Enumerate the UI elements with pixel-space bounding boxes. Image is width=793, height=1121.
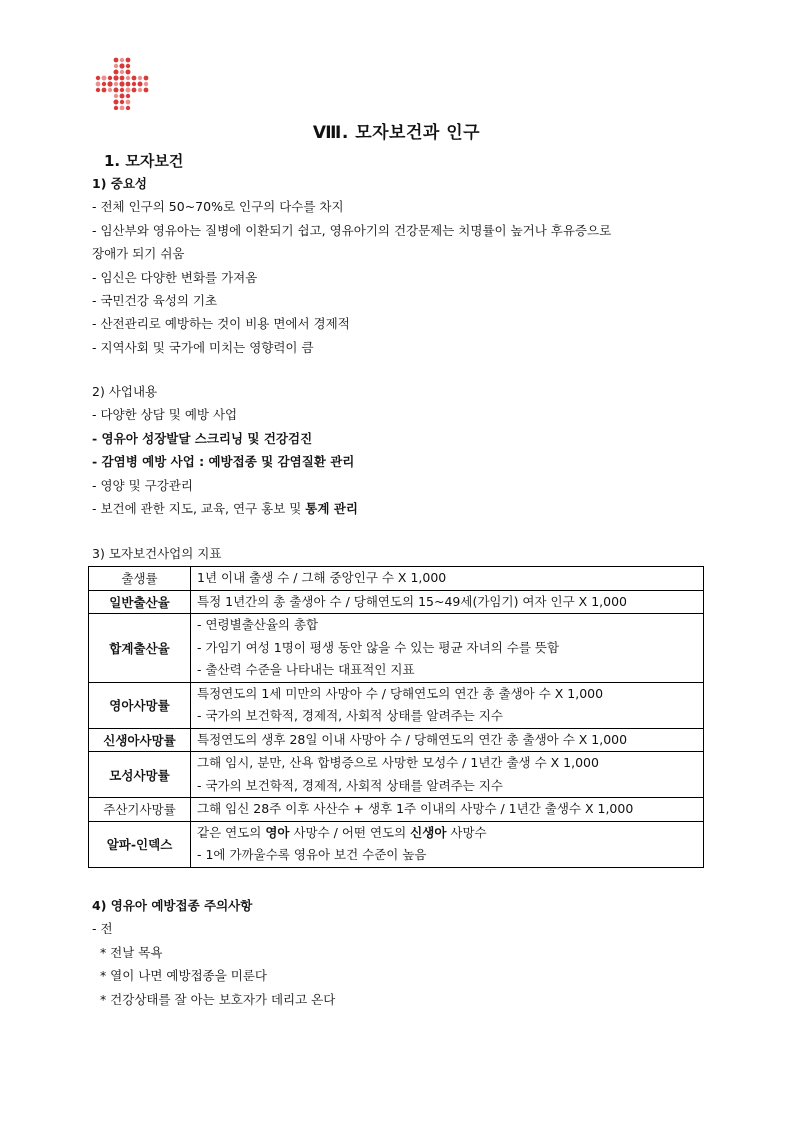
list-item: - 지역사회 및 국가에 미치는 영향력이 큼 (92, 339, 314, 355)
table-row (89, 821, 704, 867)
page-title: Ⅷ. 모자보건과 인구 (312, 123, 481, 143)
importance-heading: 1) 중요성 (92, 176, 147, 191)
section-heading: 1. 모자보건 (104, 152, 184, 170)
table-row (89, 567, 704, 591)
indicator-name: 모성사망률 (89, 752, 191, 798)
list-item: - 전체 인구의 50~70%로 인구의 다수를 차지 (92, 199, 344, 215)
indicator-name: 주산기사망률 (89, 798, 191, 822)
list-item: * 전날 목욕 (92, 944, 163, 960)
indicator-definition: 특정연도의 생후 28일 이내 사망아 수 / 당해연도의 연간 총 출생아 수 X 1,000 (191, 728, 704, 752)
indicator-definition: 같은 연도의 영아 사망수 / 어떤 연도의 신생아 사망수 - 1에 가까울수록 영유아 보건 수준이 높음 (191, 821, 704, 867)
list-item: - 국민건강 육성의 기초 (92, 292, 218, 308)
list-item: * 열이 나면 예방접종을 미룬다 (92, 968, 267, 984)
list-item: - 임신은 다양한 변화를 가져옴 (92, 269, 258, 285)
list-item: - 전 (92, 921, 113, 937)
indicator-definition: 특정연도의 1세 미만의 사망아 수 / 당해연도의 연간 총 출생아 수 X 1,000 - 국가의 보건학적, 경제적, 사회적 상태를 알려주는 지수 (191, 682, 704, 728)
table-row (89, 614, 704, 683)
indicator-definition: 그해 임신 28주 이후 사산수 + 생후 1주 이내의 사망수 / 1년간 출생수 X 1,000 (191, 798, 704, 822)
indicator-name: 일반출산율 (89, 590, 191, 614)
table-row (89, 682, 704, 728)
business-heading: 2) 사업내용 (92, 384, 158, 399)
vaccination-section (92, 894, 712, 1011)
indicator-definition: - 연령별출산율의 총합 - 가임기 여성 1명이 평생 동안 않을 수 있는 평균 자녀의 수를 뜻함 - 출산력 수준을 나타내는 대표적인 지표 (191, 614, 704, 683)
business-section (92, 380, 712, 520)
indicators-table (88, 566, 704, 868)
importance-section (92, 172, 712, 359)
indicator-name: 알파-인덱스 (89, 821, 191, 867)
indicator-definition: 그해 임시, 분만, 산욕 합병증으로 사망한 모성수 / 1년간 출생 수 X 1,000 - 국가의 보건학적, 경제적, 사회적 상태를 알려주는 지수 (191, 752, 704, 798)
indicator-definition: 1년 이내 출생 수 / 그해 중앙인구 수 X 1,000 (191, 567, 704, 591)
list-item: * 건강상태를 잘 아는 보호자가 데리고 온다 (92, 991, 336, 1007)
table-row (89, 752, 704, 798)
list-item: - 다양한 상담 및 예방 사업 (92, 407, 238, 423)
list-item: - 영유아 성장발달 스크리닝 및 건강검진 (92, 430, 313, 446)
list-item-bold-text: 통계 관리 (305, 500, 358, 516)
list-item: - 산전관리로 예방하는 것이 비용 면에서 경제적 (92, 316, 350, 332)
table-row (89, 590, 704, 614)
indicators-heading: 3) 모자보건사업의 지표 (92, 546, 222, 561)
list-item: 장애가 되기 쉬움 (92, 246, 185, 262)
list-item: - 임산부와 영유아는 질병에 이환되기 쉽고, 영유아기의 건강문제는 치명률이 높거나 후유증으로 (92, 222, 612, 238)
indicator-definition: 특정 1년간의 총 출생아 수 / 당해연도의 15~49세(가임기) 여자 인구 X 1,000 (191, 590, 704, 614)
list-item (92, 497, 712, 520)
table-row (89, 798, 704, 822)
indicator-name: 합계출산율 (89, 614, 191, 683)
list-item: - 감염병 예방 사업 : 예방접종 및 감염질환 관리 (92, 454, 355, 470)
table-row (89, 728, 704, 752)
list-item: - 영양 및 구강관리 (92, 477, 193, 493)
indicator-name: 출생률 (89, 567, 191, 591)
indicators-section (92, 542, 712, 565)
vaccination-heading: 4) 영유아 예방접종 주의사항 (92, 898, 253, 913)
indicator-name: 신생아사망률 (89, 728, 191, 752)
indicator-name: 영아사망률 (89, 682, 191, 728)
list-item-text: - 보건에 관한 지도, 교육, 연구 홍보 및 (92, 500, 306, 516)
logo-cross-icon (95, 56, 149, 110)
